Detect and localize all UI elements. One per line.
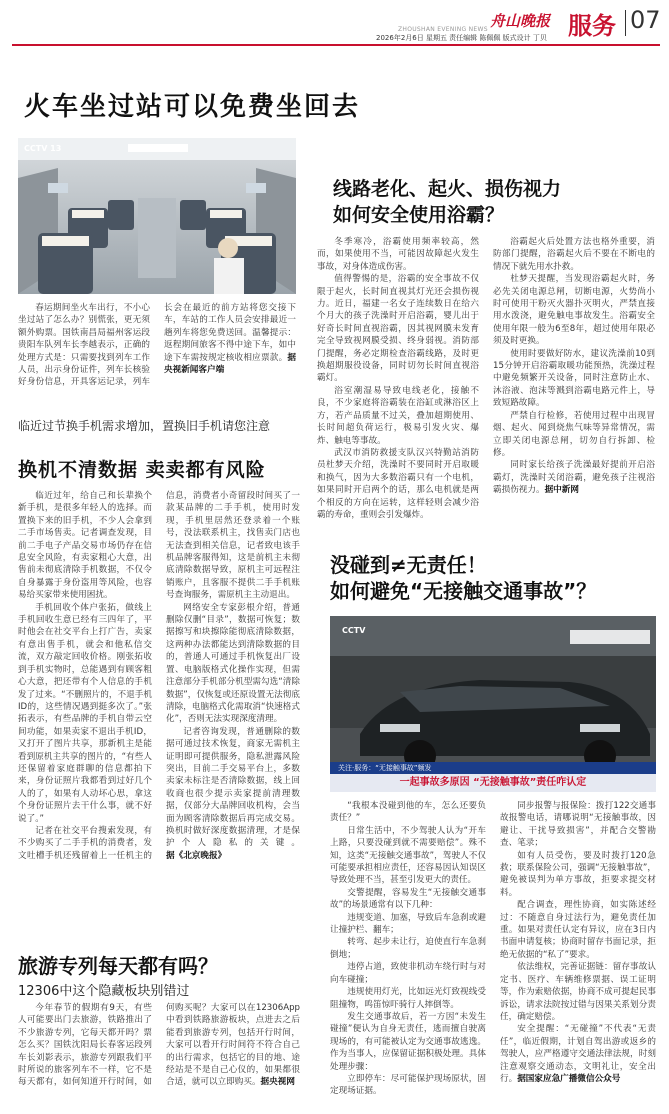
traffic-paragraph: “我根本没碰到他的车，怎么还要负责任？” xyxy=(330,801,486,824)
phone-paragraph: 手机回收个体户张拓，做线上手机回收生意已经有三四年了，平时他会在社交平台上打广告，卖家有意出售手机，就会和他私信交流，双方敲定回收价格。刚张拓收到手机实物时，总能遇到有顾客粗心大意，把还带有个人信息的手机发了过来。“不删照片的，不退手机ID的，这些情况遇到挺多次了。”张拓表示，有些品牌的手机自带云空间功能，如果卖家不退出手机ID，又打开了图片共享，那新机主是能看到原机主共享的图片的，“有些人还保留着家庭群聊的信息都拍下来，身份证照片我都看到过好几个人的了，如果有人动坏心思，拿这个身份证照片去干什么事，就不好说了。” xyxy=(18,602,152,824)
bath-title-line1: 线路老化、起火、损伤视力 xyxy=(333,178,562,200)
phone-body xyxy=(18,490,300,940)
bath-title-line2: 如何安全使用浴霸？ xyxy=(333,204,505,226)
bath-paragraph: 同时家长给孩子洗澡最好提前开启浴霸灯，洗澡时关闭浴霸，避免孩子注视浴霸损伤视力。据中新网 xyxy=(493,460,655,496)
phone-paragraph: 临近过年，给自己和长辈换个新手机，是很多年轻人的选择。而置换下来的旧手机，不少人会拿到二手市场售卖。记者调查发现，目前二手电子产品交易市场仍存在信息安全风险，有卖家粗心大意，出售前未彻底清除手机数据，不仅令自身暴露于身份盗用等风险，也容易给买家带来使用困扰。 xyxy=(18,491,152,601)
travel-title: 旅游专列每天都有吗？ xyxy=(18,954,218,978)
traffic-paragraph: 发生交通事故后，若一方因“未发生碰撞”便认为自身无责任，逃而擅自驶离现场的，有可能被认定为交通事故逃逸。作为当事人，应保留证据积极处理。具体处理步骤： xyxy=(330,1011,486,1072)
traffic-caption-bottom: 一起事故多原因 “无接触事故”责任咋认定 xyxy=(330,774,656,792)
traffic-paragraph: 违停占道，致使非机动车绕行时与对向车碰撞； xyxy=(330,962,486,985)
bath-body xyxy=(317,236,655,542)
traffic-paragraph: 转弯、起步未让行，迫使直行车急刹倒地； xyxy=(330,937,486,960)
newspaper-logo: 舟山晚报 xyxy=(490,12,551,30)
traffic-title-line1: 没碰到≠无责任！ xyxy=(330,553,487,577)
train-title: 火车坐过站可以免费坐回去 xyxy=(24,92,361,122)
traffic-paragraph: 安全提醒：“无碰撞”不代表“无责任”，临近假期，计划自驾出游或返乡的驾驶人，应严格遵守交通法律法规，时刻注意观察交通动态，文明礼让，安全出行。据国家应急广播微信公众号 xyxy=(500,1024,656,1084)
bath-paragraph: 冬季寒冷，浴霸使用频率较高，然而，如果使用不当，可能因故障起火发生事故，对身体造成伤害。 xyxy=(317,237,479,272)
page-number: 07 xyxy=(630,6,661,34)
traffic-paragraph: 违规变道、加塞，导致后车急刹或避让撞护栏、翻车； xyxy=(330,912,486,936)
traffic-title-line2: 如何避免“无接触交通事故”？ xyxy=(330,579,597,603)
header-english: ZHOUSHAN EVENING NEWS xyxy=(398,26,488,33)
traffic-photo xyxy=(330,616,656,792)
traffic-paragraph: 交警提醒，容易发生“无接触交通事故”的场景通常有以下几种： xyxy=(330,887,486,911)
travel-subtitle: 12306中这个隐藏板块别错过 xyxy=(18,984,190,999)
cctv-watermark: CCTV 13 xyxy=(24,144,62,153)
bath-paragraph: 杜梦天提醒，当发现浴霸起火时，务必先关闭电源总闸，切断电源，火势尚小时可使用干粉灭火器扑灭明火，严禁直接用水泼浇，避免触电事故发生。浴霸安全使用年限一般为6至8年，超过使用年限必须及时更换。 xyxy=(493,274,655,347)
phone-title: 换机不清数据 卖卖都有风险 xyxy=(18,459,266,481)
traffic-body xyxy=(330,800,656,1100)
traffic-cctv-logo: CCTV xyxy=(342,626,366,635)
phone-paragraph: 记者咨询发现，普通删除的数据可通过技术恢复，商家无需机主证明即可提供服务，隐私泄露风险突出，目前二手交易平台上，多数卖家未标注是否清除数据，线上回收商也很少提示卖家提前清理数据，仅部分大品牌回收机构，会当面为顾客清除数据后再完成交易。换机时做好深度数据清理，才是保护个人隐私的关键。据《北京晚报》 xyxy=(166,726,300,861)
train-photo xyxy=(18,138,296,294)
traffic-paragraph: 同步报警与报保险：拨打122交通事故报警电话，请哪说明“无接触事故，因避让、干扰导致损害”，并配合交警勘查、笔录； xyxy=(500,801,656,849)
section-title: 服务 xyxy=(568,12,616,40)
bath-paragraph: 浴室潮湿易导致电线老化，接触不良，不少家庭将浴霸装在浴缸或淋浴区上方，若产品质量不过关，叠加超期使用、长时间超负荷运行，极易引发火灾、爆炸、触电等事故。 xyxy=(317,385,479,446)
phone-paragraph: 记者在社交平台搜索发现，有不少购买了二手手机的消费者，发文吐槽手机还残留着上一任机主的信息，消费者小奇留段时间买了一款某品牌的二手手机，使用时发现，手机里居然还登录着一个账号，没法联系机主，找售卖门店也无法查到相关信息，记者致电该手机品牌客服得知，这是前机主未彻底清除数据导致，原机主可远程注销账户，且客服不提供二手手机账号查询服务，需原机主主动退出。 xyxy=(18,491,300,861)
header-divider xyxy=(625,10,626,36)
train-body: 春运期间坐火车出行，不小心坐过站了怎么办？别慌张，更无须额外购票。国铁南昌局福州客运段贵阳车队列车长李越表示，正确的处理方式是：只需要找到列车工作人员，出示身份证件，列车长核验好身份信息，开具客运记录，列车长会在最近的前方站将您交接下车，车站的工作人员会安排最近一趟列车将您免费送回。温馨提示：返程期间旅客不得中途下车，如中途下车需按规定核收相应票款。据央视新闻客户端 xyxy=(18,303,296,388)
traffic-paragraph: 配合调查，理性协商，如实陈述经过：不随意自身过法行为，避免责任加重。如果对责任认定有异议，应在3日内书面申请复核；协商时留存书面记录，拒绝无依据的“私了”要求。 xyxy=(500,900,656,960)
header-rule xyxy=(12,44,660,46)
traffic-paragraph: 立即停车：尽可能保护现场原状，固定现场证据。 xyxy=(330,1073,486,1097)
bath-paragraph: 值得警惕的是，浴霸的安全事故不仅限于起火，长时间直视其灯光还会损伤视力。近日，福建一名女子连续数日在给六个月大的孩子洗澡时开启浴霸，婴儿出于好奇长时间直视浴霸，因其视网膜未发育完全导致视网膜受损、终身弱视。消防部门提醒，务必定期检查浴霸线路，及时更换超期服役设备，同时切勿长时间直视浴霸灯。 xyxy=(317,274,479,384)
bath-paragraph: 浴霸起火后处置方法也格外重要，消防部门提醒，浴霸起火后不要在不断电的情况下就先用水扑救。 xyxy=(493,237,655,272)
traffic-paragraph: 如有人员受伤，要及时拨打120急救；联系保险公司，强调“无接触事故”，避免被误判为单方事故，拒要求提交材料。 xyxy=(500,850,656,898)
bath-paragraph: 使用时要做好防水，建议洗澡前10到15分钟开启浴霸取暖功能预热，洗澡过程中避免频繁开关设备，同时注意防止水、沐浴液、泡沫等溅到浴霸电路元件上，导致短路故障。 xyxy=(493,348,655,409)
traffic-paragraph: 依法维权，完善证据链：留存事故认定书、医疗、车辆维修票据、误工证明等，作为索赔依据，协商不成可提起民事诉讼，请求法院按过错与因果关系划分责任，确定赔偿。 xyxy=(500,962,656,1022)
phone-subtitle: 临近过节换手机需求增加，置换旧手机请您注意 xyxy=(18,419,271,433)
phone-source: 据《北京晚报》 xyxy=(166,850,227,861)
bath-paragraph: 武汉市消防救援支队汉兴特勤站消防员杜梦天介绍，洗澡时不要同时开启取暖和换气，因为大多数浴霸只有一个电机，如果同时开启两个的话，那么电机就是两个相反的方向在运转，这样轻则会减少浴霸的寿命，重则会引发爆炸。 xyxy=(317,447,479,520)
header-info: 2026年2月6日 星期五 责任编辑 陈佩佩 版式设计 丁贝 xyxy=(376,34,547,42)
bath-source: 据中新网 xyxy=(544,485,579,496)
bath-paragraph: 严禁自行检修，若使用过程中出现冒烟、起火、闻到烧焦气味等异常情况，需立即关闭电源总闸，切勿自行拆卸、检修。 xyxy=(493,410,655,458)
traffic-paragraph: 日常生活中，不少驾驶人认为“开车上路，只要没碰到就不需要赔偿”。殊不知，这类“无接触交通事故”，驾驶人不仅可能要承担相应责任，还容易因认知误区导致处理不当，甚至引发更大的责任。 xyxy=(330,825,486,886)
phone-paragraph: 网络安全专家彭根介绍，普通删除仅删“目录”，数据可恢复；数据擦写和块擦除能彻底清除数据，这两种办法都能达到清除数据的目的，普通人可通过手机恢复出厂设置、电脑版格式化操作实现，但需注意部分手机部分机型需勾选“清除数据”，仅恢复或还原设置无法彻底清除，电脑格式化需取消“快速格式化”，否则无法实现深度清理。 xyxy=(166,602,300,725)
traffic-source: 据国家应急广播微信公众号 xyxy=(517,1073,621,1084)
travel-body: 今年春节的假期有9天，有些人可能要出门去旅游，铁路推出了不少旅游专列，它每天都开吗？票怎么买？国铁沈阳局长春客运段列车长刘影表示，旅游专列跟我们平时所说的旅客列车不一样，它不是每天都有，如何知道开行时间，如何购买呢？大家可以在12306App中看到铁路旅游板块，点进去之后能看到旅游专列，包括开行时间，大家可以看开行时间符不符合自己的出行需求，包括它的目的地、途经站是不是自己心仪的，如果都很合适，就可以立即购买。据央视网 xyxy=(18,1003,300,1088)
traffic-caption-top: 关注·服务：“无接触事故”频发 xyxy=(330,762,656,774)
traffic-paragraph: 违规使用灯光，比如远光灯致视线受阻撞物，鸣笛惊吓骑行人摔倒等。 xyxy=(330,987,486,1010)
